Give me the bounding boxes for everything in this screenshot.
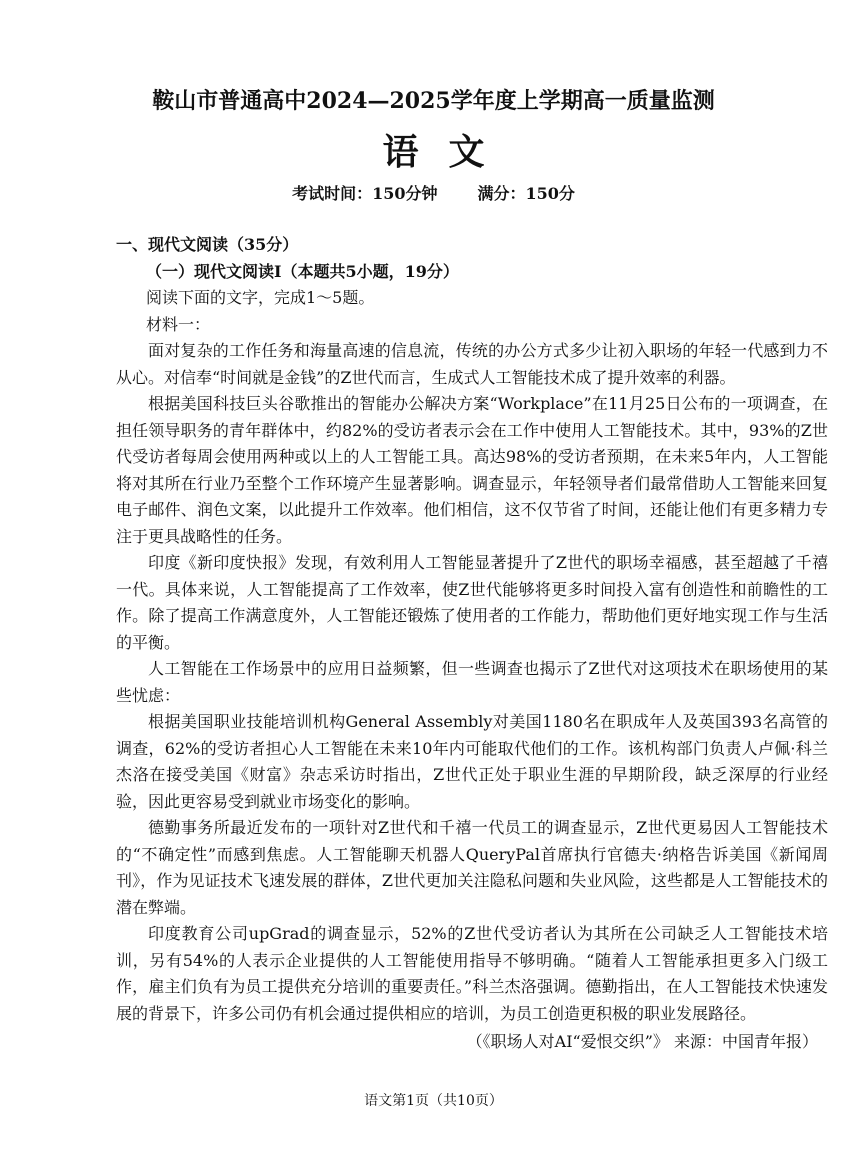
reading-section [116, 232, 828, 1056]
exam-time: 考试时间：150分钟 [292, 184, 438, 203]
exam-score: 满分：150分 [477, 184, 575, 203]
paragraph: 印度《新印度快报》发现，有效利用人工智能显著提升了Z世代的职场幸福感，甚至超越了千禧一代。具体来说，人工智能提高了工作效率，使Z世代能够将更多时间投入富有创造性和前瞻性的工作。除了提高工作满意度外，人工智能还锻炼了使用者的工作能力，帮助他们更好地实现工作与生活的平衡。 [116, 553, 828, 652]
page-footer: 语文第1页（共10页） [364, 1093, 503, 1109]
material-label: 材料一： [146, 314, 211, 334]
paragraph: 根据美国职业技能培训机构General Assembly对美国1180名在职成年人及英国393名高管的调查，62%的受访者担心人工智能在未来10年内可能取代他们的工作。该机构部门负责人卢佩·科兰杰洛在接受美国《财富》杂志采访时指出，Z世代正处于职业生涯的早期阶段，缺乏深厚的行业经验，因此更容易受到就业市场变化的影响。 [116, 712, 828, 811]
exam-title: 鞍山市普通高中2024—2025学年度上学期高一质量监测 [152, 88, 715, 114]
paragraph: 人工智能在工作场景中的应用日益频繁，但一些调查也揭示了Z世代对这项技术在职场使用的某些忧虑： [116, 659, 828, 705]
paragraph: 根据美国科技巨头谷歌推出的智能办公解决方案“Workplace”在11月25日公布的一项调查，在担任领导职务的青年群体中，约82%的受访者表示会在工作中使用人工智能技术。其中，93%的Z世代受访者每周会使用两种或以上的人工智能工具。高达98%的受访者预期，在未来5年内，人工智能将对其所在行业乃至整个工作环境产生显著影响。调查显示，年轻领导者们最常借助人工智能来回复电子邮件、润色文案，以此提升工作效率。他们相信，这不仅节省了时间，还能让他们有更多精力专注于更具战略性的任务。 [116, 394, 828, 546]
section-heading: 一、现代文阅读（35分） [116, 235, 299, 254]
subsection-heading: （一）现代文阅读Ⅰ（本题共5小题，19分） [146, 261, 459, 281]
subject-title: 语文 [382, 131, 515, 173]
exam-info [0, 181, 867, 204]
paragraph: 德勤事务所最近发布的一项针对Z世代和千禧一代员工的调查显示，Z世代更易因人工智能技术的“不确定性”而感到焦虑。人工智能聊天机器人QueryPal首席执行官德夫·纳格告诉美国《新闻周刊》，作为见证技术飞速发展的群体，Z世代更加关注隐私问题和失业风险，这些都是人工智能技术的潜在弊端。 [116, 818, 828, 917]
paragraph: 面对复杂的工作任务和海量高速的信息流，传统的办公方式多少让初入职场的年轻一代感到力不从心。对信奉“时间就是金钱”的Z世代而言，生成式人工智能技术成了提升效率的利器。 [116, 341, 828, 387]
reading-instruction: 阅读下面的文字，完成1～5题。 [146, 288, 375, 307]
article-source: （《职场人对AI“爱恨交织”》 来源：中国青年报） [466, 1032, 818, 1051]
paragraph: 印度教育公司upGrad的调查显示，52%的Z世代受访者认为其所在公司缺乏人工智能技术培训，另有54%的人表示企业提供的人工智能使用指导不够明确。“随着人工智能承担更多入门级工作，雇主们负有为员工提供充分培训的重要责任。”科兰杰洛强调。德勤指出，在人工智能技术快速发展的背景下，许多公司仍有机会通过提供相应的培训，为员工创造更积极的职业发展路径。 [116, 924, 828, 1023]
